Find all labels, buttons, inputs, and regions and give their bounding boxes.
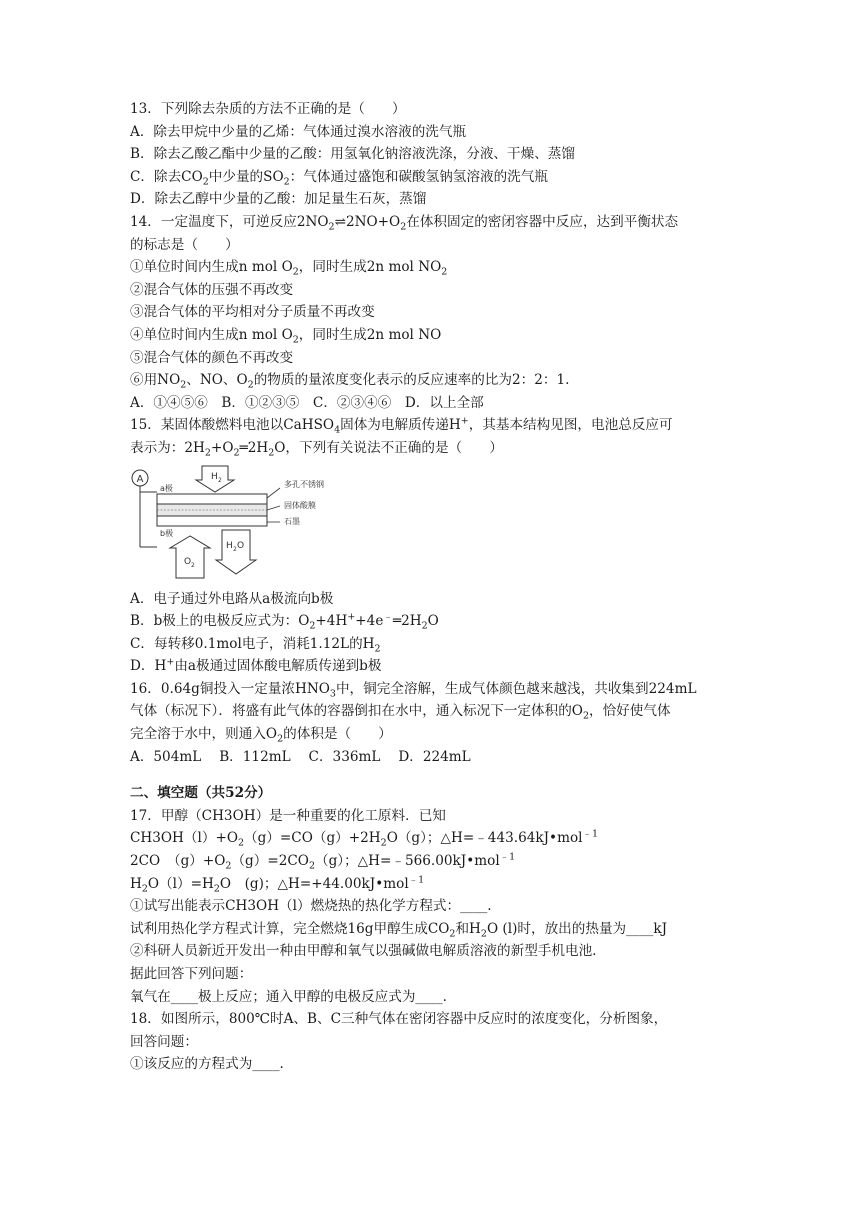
fuel-cell-diagram — [130, 464, 324, 582]
q14-item-2: ②混合气体的压强不再改变 — [130, 281, 294, 298]
q13-option-b: B．除去乙酸乙酯中少量的乙酸：用氢氧化钠溶液洗涤，分液、干燥、蒸馏 — [130, 146, 575, 163]
q14-item-5: ⑤混合气体的颜色不再改变 — [130, 349, 294, 366]
h2-label-sub: 2 — [218, 476, 222, 484]
q16-stem-cont1: 气体（标况下）．将盛有此气体的容器倒扣在水中，通入标况下一定体积的$O_2$，恰好使气体 — [130, 703, 671, 723]
q17-equation-3: $H_2O(l)=H_2O$ (g)；△H=+44.00kJ•mol$^{﹣1}$ — [130, 874, 425, 895]
electrode-b-label: b极 — [160, 528, 174, 538]
q15-option-a: A．电子通过外电路从a极流向b极 — [130, 590, 334, 607]
h2-label: H — [211, 471, 218, 482]
exam-page — [130, 98, 730, 1076]
label-porous-steel: 多孔不锈钢 — [284, 479, 324, 489]
q17-equation-1: $CH3OH(l)+O_2(g)=CO(g)+2H_2O(g)$；△H=﹣443.64kJ•mol$^{﹣1}$ — [130, 828, 599, 850]
q17-part-1-calc: 试利用热化学方程式计算，完全燃烧16g甲醇生成$CO_2$和$H_2O$ (l)时，放出的热量为____kJ — [130, 920, 668, 940]
graphite-layer — [157, 516, 267, 526]
q14-item-1: ①单位时间内生成n mol $O_2$，同时生成2n mol $NO_2$ — [130, 259, 448, 278]
q18-stem: 18．如图所示，800℃时A、B、C三种气体在密闭容器中反应时的浓度变化，分析图象， — [130, 1011, 668, 1028]
q14-stem-cont: 的标志是（ ） — [130, 236, 239, 253]
q15-option-c: C．每转移0.1mol电子，消耗1.12L的$H_2$ — [130, 635, 381, 655]
o2-label-sub: 2 — [191, 561, 195, 569]
q14-item-4: ④单位时间内生成n mol $O_2$，同时生成2n mol NO — [130, 326, 442, 346]
q17-part-2-prompt: 据此回答下列问题： — [130, 966, 253, 982]
q17-part-2: ②科研人员新近开发出一种由甲醇和氧气以强碱做电解质溶液的新型手机电池. — [130, 943, 597, 960]
q14-stem: 14．一定温度下，可逆反应$2NO_2\rightleftharpoons 2NO+O_2$在体积固定的密闭容器中反应，达到平衡状态 — [130, 213, 679, 233]
q14-item-3: ③混合气体的平均相对分子质量不再改变 — [130, 304, 375, 321]
section-title: 二、填空题（共52分） — [130, 785, 272, 802]
leader-line-1 — [267, 488, 280, 498]
label-solid-acid-membrane: 固体酸膜 — [284, 500, 316, 510]
porous-steel-layer — [157, 494, 267, 504]
ammeter-label: A — [136, 473, 144, 485]
q13-option-c: C．除去$CO_2$中少量的$SO_2$：气体通过盛饱和碳酸氢钠氢溶液的洗气瓶 — [130, 168, 548, 188]
h2o-label: H — [226, 540, 233, 551]
leader-line-2 — [267, 506, 280, 510]
q16-stem: 16．0.64g铜投入一定量浓$HNO_3$中，铜完全溶解，生成气体颜色越来越浅，共收集到224mL — [130, 680, 697, 700]
q13-option-a: A．除去甲烷中少量的乙烯：气体通过溴水溶液的洗气瓶 — [130, 123, 467, 140]
label-graphite: 石墨 — [284, 516, 300, 526]
q13-option-d: D．除去乙醇中少量的乙酸：加足量生石灰，蒸馏 — [130, 191, 427, 208]
q17-part-2-question: 氧气在____极上反应；通入甲醇的电极反应式为____. — [130, 988, 447, 1005]
h2o-label-tail: O — [237, 540, 245, 551]
q16-choices: A．504mL B．112mL C．336mL D．224mL — [130, 748, 471, 765]
q15-option-b: B．b极上的电极反应式为：$O_2+4H^++4e^﹣═2H_2O$ — [130, 611, 439, 632]
q14-item-6: ⑥用$NO_2$、NO、$O_2$的物质的量浓度变化表示的反应速率的比为2：2：1. — [130, 372, 570, 391]
q13-stem: 13．下列除去杂质的方法不正确的是（ ） — [130, 101, 406, 117]
q16-stem-cont2: 完全溶于水中，则通入$O_2$的体积是（ ） — [130, 726, 392, 745]
solid-acid-membrane — [157, 504, 267, 516]
o2-label: O — [184, 556, 192, 567]
fuel-cell-svg — [130, 464, 290, 582]
section-gap — [130, 768, 730, 782]
q17-equation-2: 2CO $(g)+O_2(g)=2CO_2(g)$；△H=﹣566.00kJ•mol$^{﹣1}$ — [130, 851, 516, 872]
q15-stem-cont: 表示为：$2H_2+O_2═2H_2O$，下列有关说法不正确的是（ ） — [130, 439, 503, 459]
q15-stem: 15．某固体酸燃料电池以CaHSO$_4$固体为电解质传递H+，其基本结构见图，电池总反应可 — [130, 415, 673, 437]
q17-intro: 17．甲醇（CH3OH）是一种重要的化工原料．已知 — [130, 807, 446, 824]
h2o-label-sub: 2 — [233, 545, 237, 553]
q18-part-1: ①该反应的方程式为____. — [130, 1056, 284, 1073]
q18-stem-cont: 回答问题： — [130, 1033, 198, 1050]
q14-choices: A．①④⑤⑥ B．①②③⑤ C．②③④⑥ D．以上全部 — [130, 394, 484, 411]
electrode-a-label: a极 — [160, 483, 173, 493]
q15-option-d: D．H+由a极通过固体酸电解质传递到b极 — [130, 656, 382, 675]
q17-part-1: ①试写出能表示CH3OH（l）燃烧热的热化学方程式：____. — [130, 898, 492, 915]
